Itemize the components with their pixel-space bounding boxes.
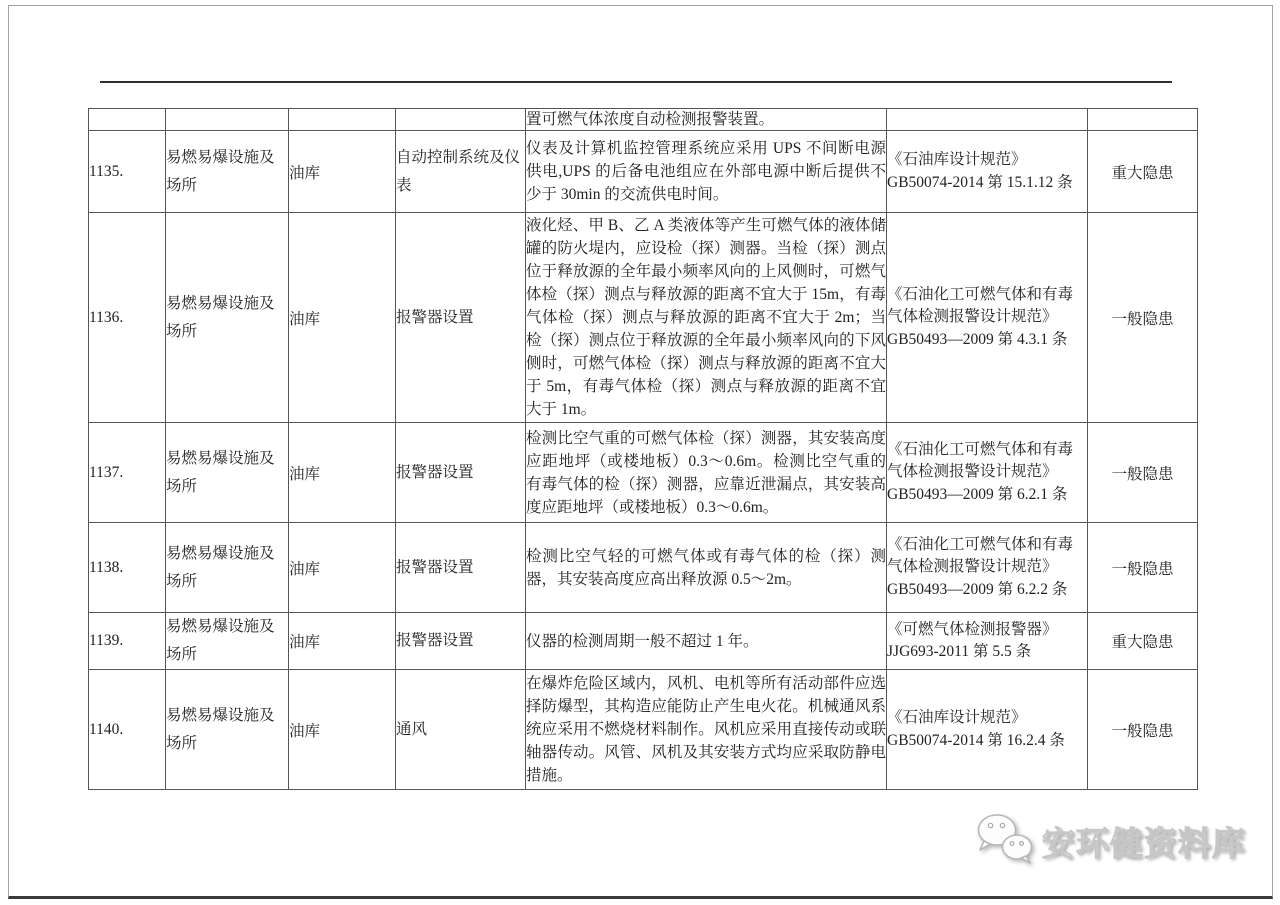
cell-no: 1138. (89, 523, 166, 613)
cell-level (1088, 109, 1198, 131)
table-row (89, 613, 1198, 670)
cell-location: 油库 (289, 523, 396, 613)
cell-category: 易燃易爆设施及场所 (166, 131, 289, 213)
table-row (89, 523, 1198, 613)
cell-category: 易燃易爆设施及场所 (166, 670, 289, 790)
cell-no: 1140. (89, 670, 166, 790)
cell-item: 通风 (396, 670, 526, 790)
cell-no (89, 109, 166, 131)
cell-description: 仪器的检测周期一般不超过 1 年。 (526, 613, 887, 670)
cell-level: 一般隐患 (1088, 523, 1198, 613)
cell-category: 易燃易爆设施及场所 (166, 613, 289, 670)
cell-location: 油库 (289, 131, 396, 213)
cell-reference: 《石油化工可燃气体和有毒气体检测报警设计规范》GB50493—2009 第 6.2.2 条 (887, 523, 1088, 613)
cell-location: 油库 (289, 423, 396, 523)
cell-no: 1136. (89, 213, 166, 423)
cell-reference: 《石油化工可燃气体和有毒气体检测报警设计规范》GB50493—2009 第 6.2.1 条 (887, 423, 1088, 523)
cell-level: 一般隐患 (1088, 670, 1198, 790)
table-row (89, 670, 1198, 790)
header-rule (100, 81, 1172, 83)
cell-description: 仪表及计算机监控管理系统应采用 UPS 不间断电源供电,UPS 的后备电池组应在外部电源中断后提供不少于 30min 的交流供电时间。 (526, 131, 887, 213)
cell-description: 在爆炸危险区域内，风机、电机等所有活动部件应选择防爆型，其构造应能防止产生电火花。机械通风系统应采用不燃烧材料制作。风机应采用直接传动或联轴器传动。风管、风机及其安装方式均应采取防静电措施。 (526, 670, 887, 790)
table-row (89, 423, 1198, 523)
table-row (89, 213, 1198, 423)
cell-reference: 《石油库设计规范》GB50074-2014 第 16.2.4 条 (887, 670, 1088, 790)
cell-item: 报警器设置 (396, 523, 526, 613)
cell-reference: 《可燃气体检测报警器》JJG693-2011 第 5.5 条 (887, 613, 1088, 670)
cell-no: 1139. (89, 613, 166, 670)
watermark (974, 812, 1246, 871)
cell-description: 液化烃、甲 B、乙 A 类液体等产生可燃气体的液体储罐的防火堤内，应设检（探）测器。当检（探）测点位于释放源的全年最小频率风向的上风侧时，可燃气体检（探）测点与释放源的距离不宜大于 15m，有毒气体检（探）测点与释放源的距离不宜大于 2m；当检（探）测点位于释放源的全年最小频率风向的下风侧时，可燃气体检（探）测点与释放源的距离不宜大于 5m，有毒气体检（探）测点与释放源的距离不宜大于 1m。 (526, 213, 887, 423)
cell-item: 报警器设置 (396, 213, 526, 423)
cell-location: 油库 (289, 670, 396, 790)
wechat-icon (974, 812, 1036, 871)
cell-reference (887, 109, 1088, 131)
cell-category: 易燃易爆设施及场所 (166, 523, 289, 613)
cell-reference: 《石油库设计规范》GB50074-2014 第 15.1.12 条 (887, 131, 1088, 213)
cell-item: 自动控制系统及仪表 (396, 131, 526, 213)
cell-description: 检测比空气轻的可燃气体或有毒气体的检（探）测器，其安装高度应高出释放源 0.5～2m。 (526, 523, 887, 613)
cell-category: 易燃易爆设施及场所 (166, 213, 289, 423)
cell-description: 置可燃气体浓度自动检测报警装置。 (526, 109, 887, 131)
cell-reference: 《石油化工可燃气体和有毒气体检测报警设计规范》GB50493—2009 第 4.3.1 条 (887, 213, 1088, 423)
cell-description: 检测比空气重的可燃气体检（探）测器，其安装高度应距地坪（或楼地板）0.3～0.6m。检测比空气重的有毒气体的检（探）测器，应靠近泄漏点，其安装高度应距地坪（或楼地板）0.3～0.6m。 (526, 423, 887, 523)
cell-item (396, 109, 526, 131)
cell-item: 报警器设置 (396, 423, 526, 523)
cell-no: 1137. (89, 423, 166, 523)
cell-level: 重大隐患 (1088, 131, 1198, 213)
cell-no: 1135. (89, 131, 166, 213)
cell-location: 油库 (289, 213, 396, 423)
table-row-continuation (89, 109, 1198, 131)
watermark-text: 安环健资料库 (1042, 825, 1246, 862)
cell-category: 易燃易爆设施及场所 (166, 423, 289, 523)
hazard-checklist-table (88, 108, 1198, 790)
cell-level: 一般隐患 (1088, 213, 1198, 423)
cell-category (166, 109, 289, 131)
table-row (89, 131, 1198, 213)
cell-level: 一般隐患 (1088, 423, 1198, 523)
cell-level: 重大隐患 (1088, 613, 1198, 670)
cell-location: 油库 (289, 613, 396, 670)
cell-location (289, 109, 396, 131)
cell-item: 报警器设置 (396, 613, 526, 670)
